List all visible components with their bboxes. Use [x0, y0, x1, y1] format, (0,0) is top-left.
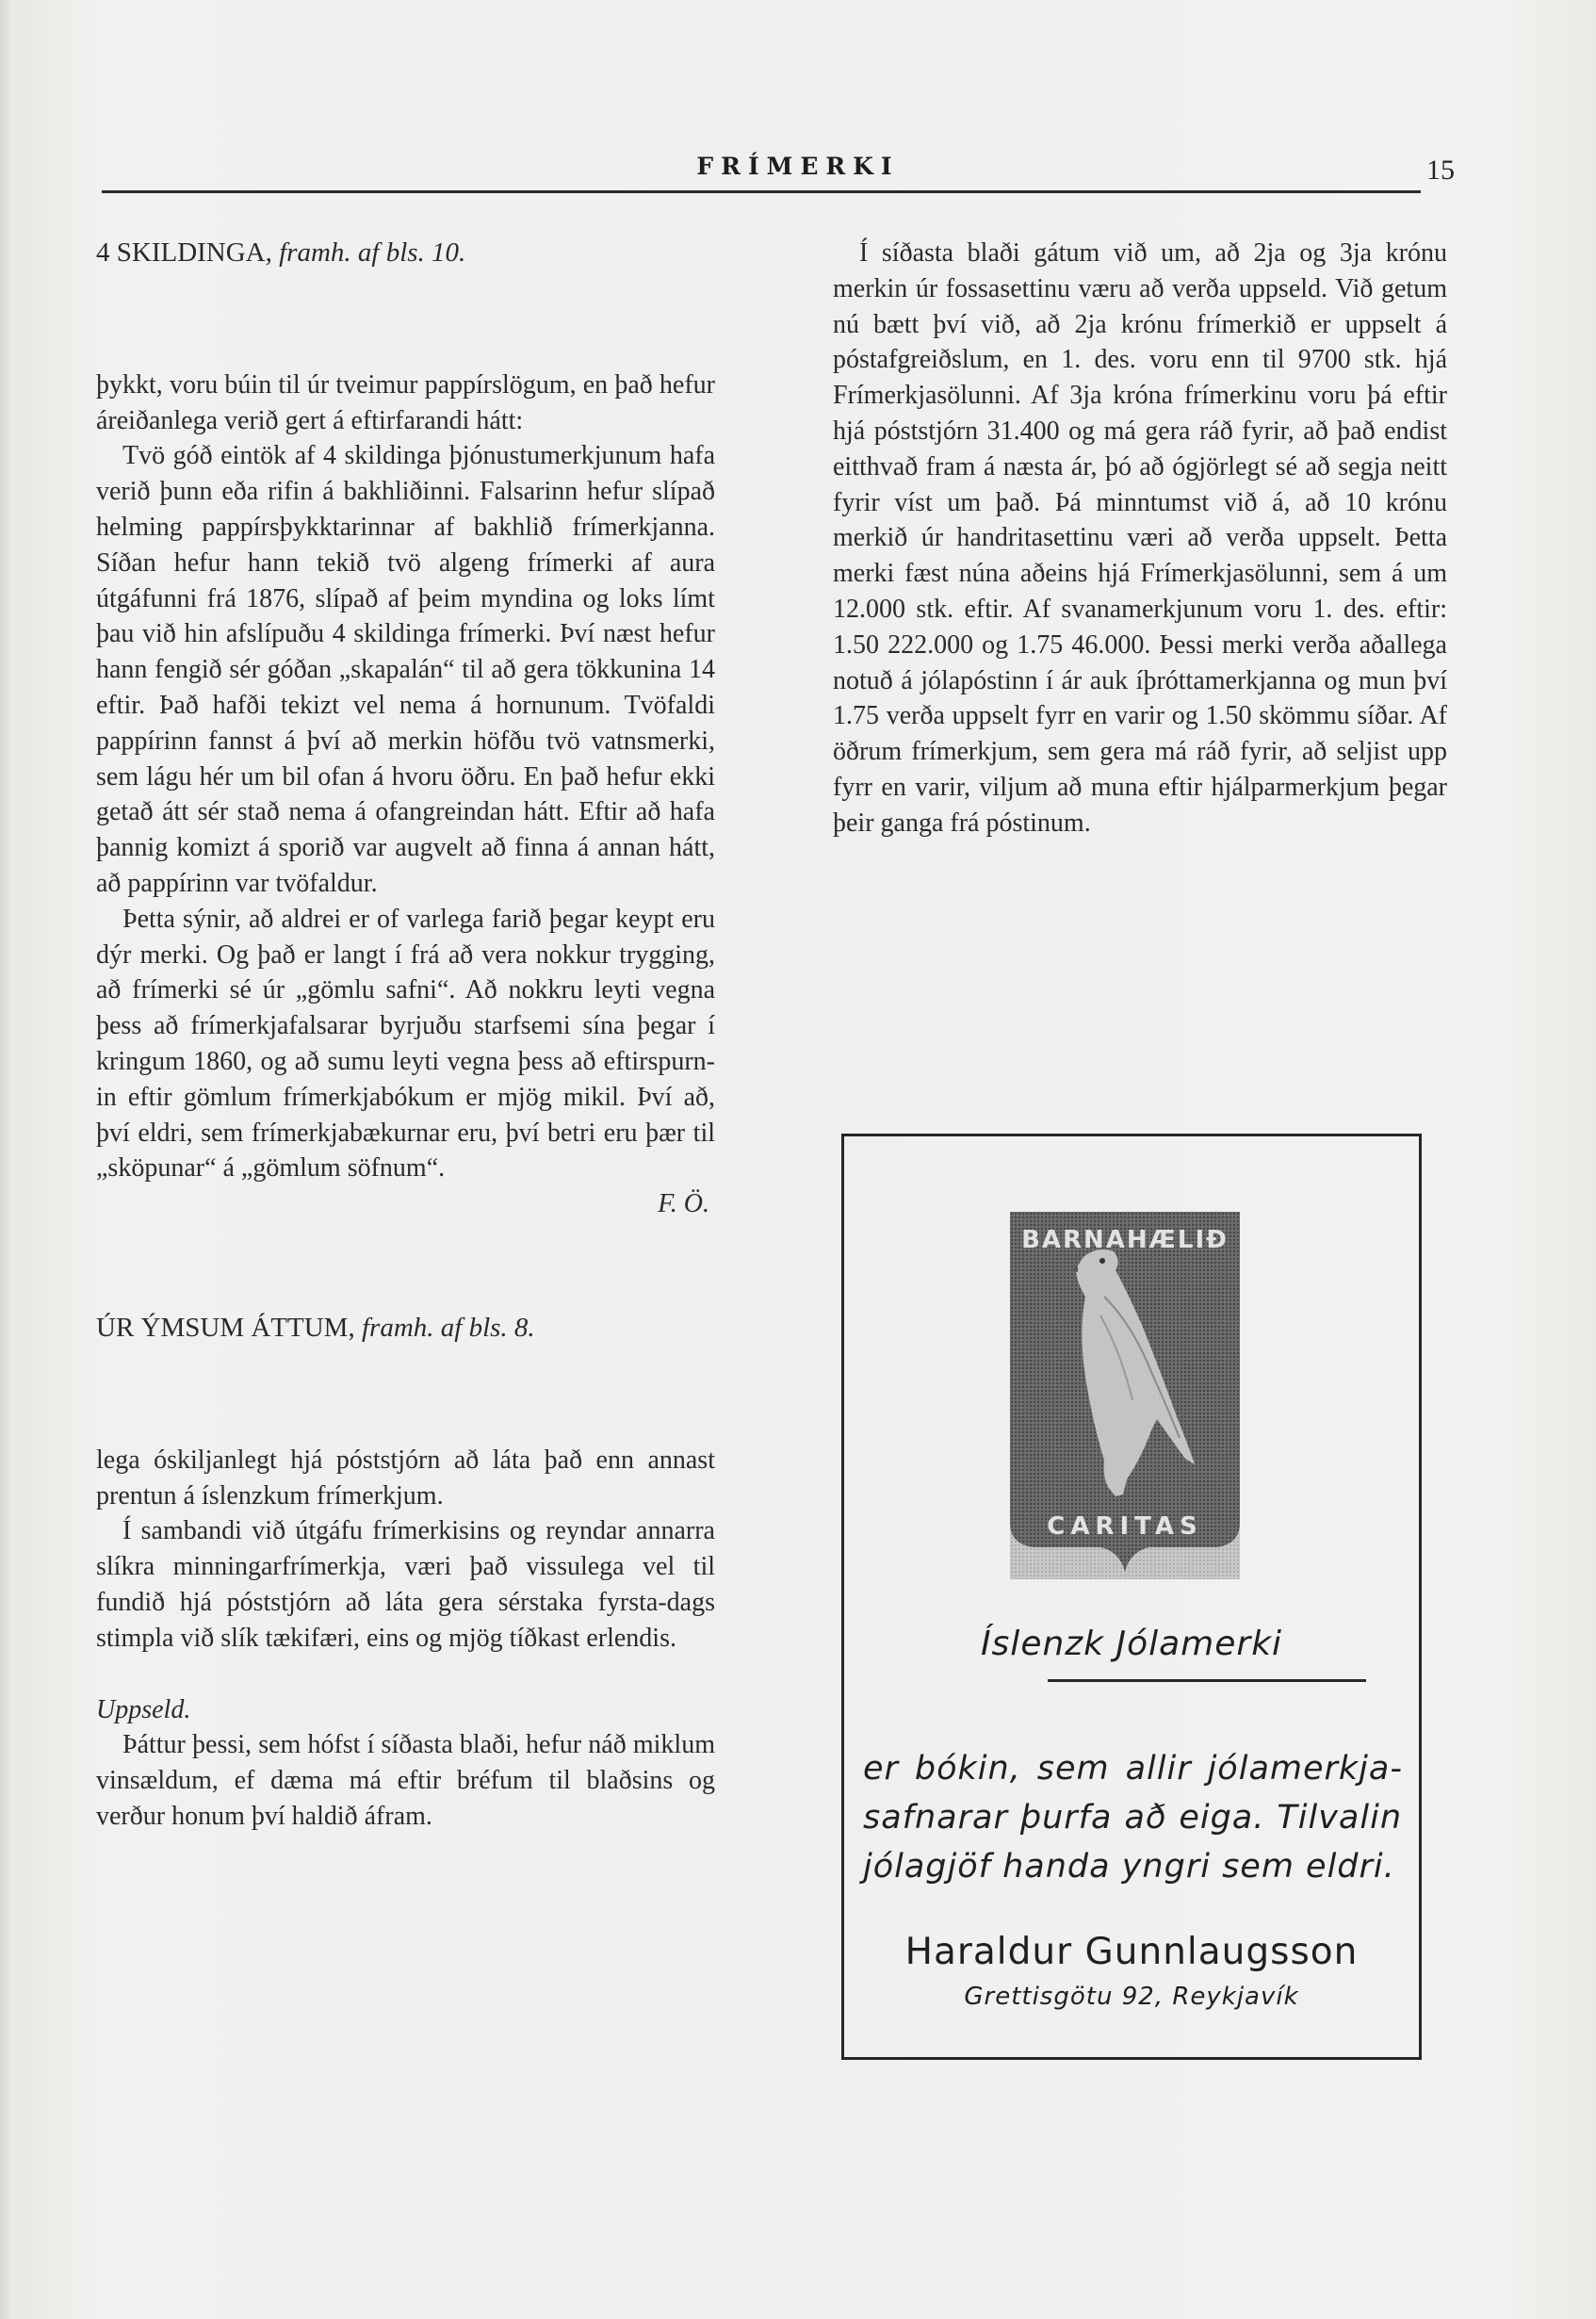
emblem-bottom-text: CARITAS — [1047, 1512, 1203, 1541]
section-heading-text: 4 SKILDINGA, — [96, 237, 272, 268]
section-heading-ur-ymsum-attum — [96, 1311, 715, 1347]
spacer — [96, 1347, 715, 1443]
paragraph: þykkt, voru búin til úr tveimur pappírslögum, en það hefur áreiðanlega verið gert á eftirfarandi hátt: — [96, 369, 715, 435]
spacer — [96, 271, 715, 367]
spacer — [96, 1222, 715, 1311]
paragraph: Í sambandi við útgáfu frímerkisins og reyndar annarra slíkra minningarfrímerkja, væri það vissulega vel til fundið hjá póststjórn að láta gera sérstaka fyrsta-dags stimpla við slík tækifæri, eins og mjög tíðkast erlendis. — [96, 1516, 715, 1653]
emblem-top-text: BARNAHÆLIÐ — [1021, 1226, 1229, 1254]
right-column — [833, 236, 1447, 841]
author-signature: F. Ö. — [658, 1189, 709, 1219]
falcon-shield-icon — [1010, 1212, 1240, 1579]
ad-advertiser-name: Haraldur Gunnlaugsson — [904, 1931, 1359, 1973]
binding-edge — [0, 0, 13, 2319]
ad-title: Íslenzk Jólamerki — [980, 1625, 1283, 1663]
paragraph: Í síðasta blaði gátum við um, að 2ja og 3ja krónu merkin úr fossasettinu væru að verða uppseld. Við getum nú bætt því við, að 2ja krónu frímerkið er uppselt á póstafgreiðslum, en 1. des. voru enn til 9700 stk. hjá Frímerkjasölunni. Af 3ja króna frímerkinu voru þá eftir hjá póststjórn 31.400 og má gera ráð fyrir, að það endist eitthvað fram á næsta ár, þó að ógjörlegt sé að segja neitt fyrir víst um það. Þá minntumst við á, að 10 krónu merkið úr handritasettinu væri að verða uppselt. Þetta merki fæst núna aðeins hjá Frímerkjasölunni, sem á um 12.000 stk. eftir. Af svanamerkjunum voru 1. des. eftir: 1.50 222.000 og 1.75 46.000. Þessi merki verða aðallega notuð á jólapóstinn í ár auk íþróttamerkjanna og mun því 1.75 verða uppselt fyrr en varir og 1.50 skömmu síðar. Af öðrum frímerkjum, sem gera má ráð fyrir, að seljist upp fyrr en varir, viljum að muna eftir hjálparmerkjum þegar þeir ganga frá póstinum. — [833, 238, 1447, 838]
subheading-uppseld: Uppseld. — [96, 1694, 191, 1724]
paragraph: Þáttur þessi, sem hófst í síðasta blaði, hefur náð miklum vinsældum, ef dæma má eftir bréfum til blaðsins og verður honum því haldið áfram. — [96, 1730, 715, 1831]
advertisement-box — [841, 1134, 1422, 2060]
paragraph: Þetta sýnir, að aldrei er of varlega farið þegar keypt eru dýr merki. Og það er langt í frá að vera nokkur trygging, að frímerki sé úr „gömlu safni“. Að nokkru leyti vegna þess að frímerkjafalsarar byrjuðu starfsemi sína þegar í kringum 1860, og að sumu leyti vegna þess að eftirspurnin eftir gömlum frímerkjabókum er mjög mikil. Því að, því eldri, sem frímerkjabækurnar eru, því betri eru þær til „sköpunar“ á „gömlum söfnum“. — [96, 904, 715, 1184]
page-number: 15 — [1426, 155, 1455, 186]
ad-title-underline — [1048, 1679, 1366, 1682]
paragraph: lega óskiljanlegt hjá póststjórn að láta það enn annast prentun á íslenzkum frímerkjum. — [96, 1445, 715, 1511]
left-column — [96, 236, 715, 1835]
ad-body-text: er bókin, sem allir jólamerkjasafnarar þurfa að eiga. Tilvalin jólagjöf handa yngri sem eldri. — [863, 1750, 1402, 1886]
section-heading-4-skildinga — [96, 236, 715, 271]
running-header-title: FRÍMERKI — [696, 153, 900, 180]
section-heading-text: ÚR ÝMSUM ÁTTUM, — [96, 1312, 355, 1343]
ad-address: Grettisgötu 92, Reykjavík — [964, 1983, 1299, 2011]
spacer — [96, 1657, 715, 1692]
section-heading-reference: framh. af bls. 10. — [279, 237, 466, 268]
header-rule — [102, 190, 1421, 193]
paragraph: Tvö góð eintök af 4 skildinga þjónustumerkjunum hafa verið þunn eða rifin á bakhliðinni. Falsarinn hefur slípað helming pappírsþykktarinnar af bakhlið frímerkjanna. Síðan hefur hann tekið tvö algeng frímerki af aura útgáfunni frá 1876, slípað af þeim myndina og loks límt þau við hin afslípuðu 4 skildinga frímerki. Því næst hefur hann fengið sér góðan „skapalán“ til að gera tökkunina 14 eftir. Það hafði tekizt vel nema á hornunum. Tvöfaldi pappírinn fannst á því að merkin höfðu tvö vatnsmerki, sem lágu hér um bil ofan á hvoru öðru. En það hefur ekki getað átt sér stað nema á ofangreindan hátt. Eftir að hafa þannig komizt á sporið var augvelt að finna á annan hátt, að pappírinn var tvöfaldur. — [96, 441, 715, 898]
section-heading-reference: framh. af bls. 8. — [361, 1312, 535, 1343]
